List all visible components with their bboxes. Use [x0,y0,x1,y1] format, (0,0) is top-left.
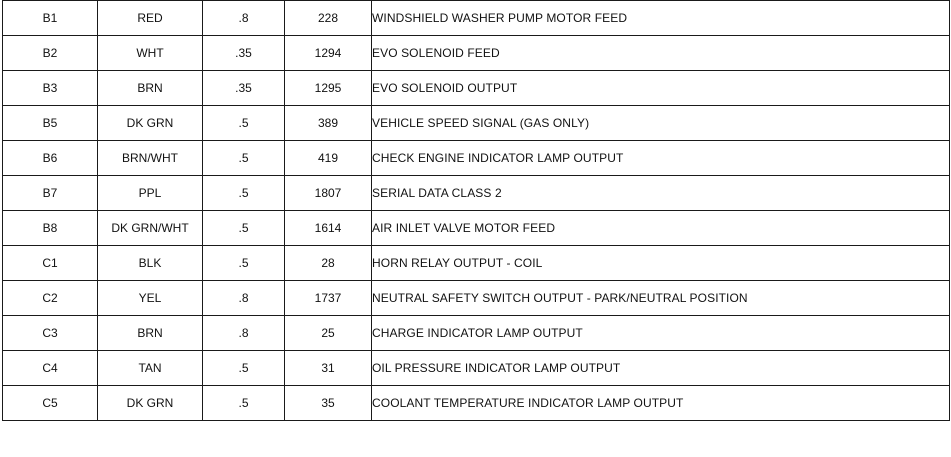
wire-gauge-cell: .5 [203,141,285,176]
circuit-number-cell: 1614 [285,211,372,246]
function-cell: HORN RELAY OUTPUT - COIL [372,246,950,281]
circuit-number-cell: 31 [285,351,372,386]
wire-color-cell: PPL [98,176,203,211]
pin-cell: B3 [3,71,98,106]
pin-cell: C2 [3,281,98,316]
wire-color-cell: BRN [98,316,203,351]
wire-gauge-cell: .5 [203,386,285,421]
table-row [3,246,950,281]
table-row [3,211,950,246]
table-row [3,1,950,36]
function-cell: EVO SOLENOID OUTPUT [372,71,950,106]
wire-color-cell: WHT [98,36,203,71]
pin-cell: C3 [3,316,98,351]
table-row [3,36,950,71]
wire-color-cell: DK GRN/WHT [98,211,203,246]
pinout-table [2,0,950,421]
wire-color-cell: DK GRN [98,386,203,421]
circuit-number-cell: 228 [285,1,372,36]
wire-color-cell: BRN [98,71,203,106]
pin-cell: C1 [3,246,98,281]
pin-cell: B5 [3,106,98,141]
wire-gauge-cell: .5 [203,351,285,386]
table-row [3,351,950,386]
function-cell: EVO SOLENOID FEED [372,36,950,71]
wire-gauge-cell: .5 [203,176,285,211]
circuit-number-cell: 25 [285,316,372,351]
pin-cell: C4 [3,351,98,386]
function-cell: SERIAL DATA CLASS 2 [372,176,950,211]
function-cell: VEHICLE SPEED SIGNAL (GAS ONLY) [372,106,950,141]
function-cell: COOLANT TEMPERATURE INDICATOR LAMP OUTPUT [372,386,950,421]
pin-cell: B6 [3,141,98,176]
table-row [3,386,950,421]
function-cell: WINDSHIELD WASHER PUMP MOTOR FEED [372,1,950,36]
wire-color-cell: TAN [98,351,203,386]
wire-gauge-cell: .5 [203,246,285,281]
table-row [3,316,950,351]
wire-color-cell: RED [98,1,203,36]
wire-gauge-cell: .8 [203,281,285,316]
function-cell: OIL PRESSURE INDICATOR LAMP OUTPUT [372,351,950,386]
circuit-number-cell: 1295 [285,71,372,106]
pinout-table-body [3,1,950,421]
function-cell: CHARGE INDICATOR LAMP OUTPUT [372,316,950,351]
circuit-number-cell: 1294 [285,36,372,71]
circuit-number-cell: 1807 [285,176,372,211]
wire-color-cell: BLK [98,246,203,281]
wire-gauge-cell: .5 [203,106,285,141]
wire-color-cell: DK GRN [98,106,203,141]
pin-cell: B7 [3,176,98,211]
circuit-number-cell: 35 [285,386,372,421]
table-row [3,141,950,176]
pin-cell: C5 [3,386,98,421]
function-cell: NEUTRAL SAFETY SWITCH OUTPUT - PARK/NEUTRAL POSITION [372,281,950,316]
wire-color-cell: YEL [98,281,203,316]
circuit-number-cell: 419 [285,141,372,176]
wire-gauge-cell: .5 [203,211,285,246]
circuit-number-cell: 1737 [285,281,372,316]
table-row [3,71,950,106]
pin-cell: B1 [3,1,98,36]
circuit-number-cell: 28 [285,246,372,281]
function-cell: CHECK ENGINE INDICATOR LAMP OUTPUT [372,141,950,176]
circuit-number-cell: 389 [285,106,372,141]
wire-gauge-cell: .35 [203,71,285,106]
table-row [3,176,950,211]
wire-gauge-cell: .8 [203,316,285,351]
function-cell: AIR INLET VALVE MOTOR FEED [372,211,950,246]
table-row [3,281,950,316]
pin-cell: B8 [3,211,98,246]
wire-gauge-cell: .35 [203,36,285,71]
table-row [3,106,950,141]
wire-color-cell: BRN/WHT [98,141,203,176]
wire-gauge-cell: .8 [203,1,285,36]
pin-cell: B2 [3,36,98,71]
